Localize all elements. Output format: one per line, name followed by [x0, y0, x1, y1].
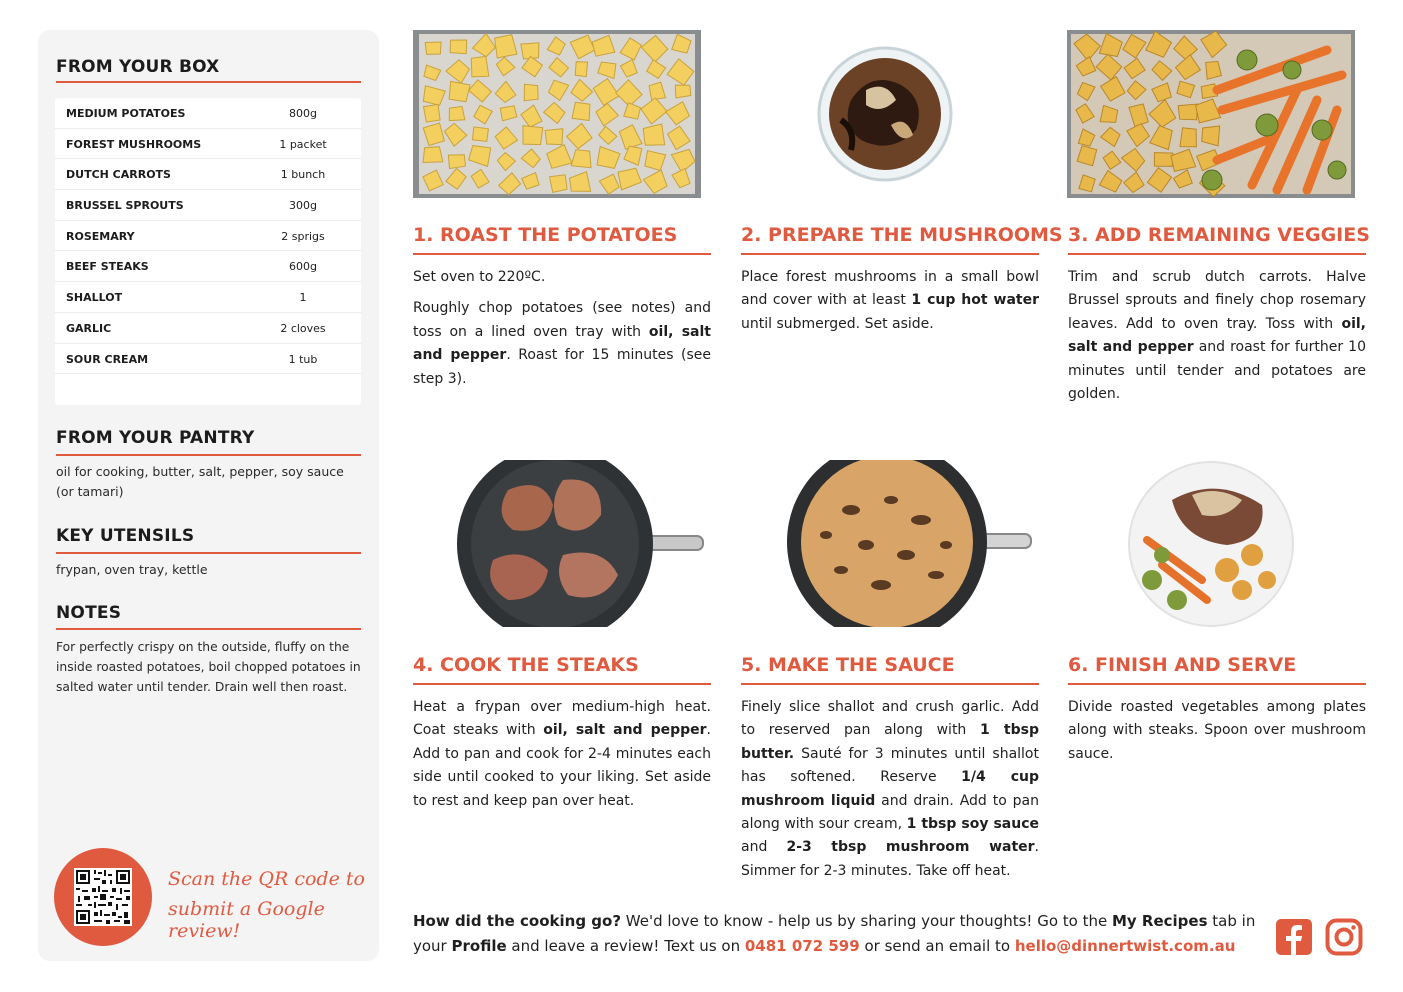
pantry-heading: FROM YOUR PANTRY — [56, 428, 255, 448]
notes-text: For perfectly crispy on the outside, fluffy on the inside roasted potatoes, boil chopped potatoes in salted water until tender. Drain well then roast. — [56, 640, 361, 694]
step-5-photo — [741, 460, 1039, 627]
step-4-body — [413, 696, 711, 821]
step-1-text: Set oven to 220ºC. — [413, 269, 546, 285]
table-row — [55, 313, 361, 344]
ingredient-name: BRUSSEL SPROUTS — [66, 199, 184, 213]
review-footer — [413, 909, 1263, 959]
footer-text: or send an email to — [859, 937, 1015, 955]
table-row — [55, 159, 361, 190]
step-5-text: and drain. Add to pan along with sour cream, — [741, 792, 1039, 833]
ingredient-qty: 2 sprigs — [281, 229, 325, 243]
step-2-text: until submerged. Set aside. — [741, 315, 934, 332]
ingredient-qty: 300g — [289, 199, 317, 213]
pantry-heading-rule — [56, 454, 361, 456]
footer-question: How did the cooking go? — [413, 912, 622, 930]
step-5-body — [741, 696, 1039, 891]
table-row — [55, 129, 361, 160]
ingredient-qty: 1 tub — [288, 352, 318, 366]
ingredient-name: SHALLOT — [66, 291, 123, 305]
step-1-text: Roughly chop potatoes (see notes) and toss on a lined oven tray with — [413, 300, 711, 340]
step-3-text: and roast for further 10 minutes until tender and potatoes are golden. — [1068, 339, 1366, 403]
step-2-text: Place forest mushrooms in a small bowl and cover with at least — [741, 269, 1039, 309]
step-6-photo — [1067, 460, 1365, 627]
step-1-bold: oil, salt and pepper — [413, 323, 711, 364]
step-5-bold: 1/4 cup mushroom liquid — [741, 769, 1039, 809]
step-4-bold: oil, salt and pepper — [543, 722, 707, 739]
notes-heading: NOTES — [56, 603, 122, 623]
table-row — [55, 251, 361, 282]
step-4-text: Heat a frypan over medium-high heat. Coat steaks with — [413, 699, 711, 739]
ingredient-name: MEDIUM POTATOES — [66, 107, 186, 120]
box-heading: FROM YOUR BOX — [56, 57, 220, 77]
step-2-bold: 1 cup hot water — [911, 292, 1039, 309]
step-5-bold: 2-3 tbsp mushroom water — [786, 839, 1035, 856]
step-5-text: . Simmer for 2-3 minutes. Take off heat. — [741, 839, 1039, 879]
ingredient-qty: 2 cloves — [280, 321, 326, 335]
step-1-rule — [413, 253, 711, 255]
step-2-title: 2. PREPARE THE MUSHROOMS — [741, 224, 1063, 246]
step-4-text: . Add to pan and cook for 2-4 minutes each side until cooked to your liking. Set aside to rest and keep pan over heat. — [413, 722, 711, 809]
box-heading-rule — [56, 81, 361, 83]
ingredient-name: BEEF STEAKS — [66, 260, 149, 274]
ingredient-qty: 800g — [289, 107, 317, 120]
ingredient-qty: 1 — [299, 291, 307, 305]
ingredient-name: ROSEMARY — [66, 229, 135, 243]
table-row — [55, 190, 361, 221]
qr-caption-line1: Scan the QR code to — [168, 868, 365, 890]
qr-badge — [54, 848, 152, 946]
step-6-text: Divide roasted vegetables among plates along with steaks. Spoon over mushroom sauce. — [1068, 699, 1366, 762]
ingredient-name: FOREST MUSHROOMS — [66, 137, 202, 151]
step-1-title: 1. ROAST THE POTATOES — [413, 224, 678, 246]
step-5-bold: 1 tbsp soy sauce — [906, 816, 1039, 833]
utensils-text: frypan, oven tray, kettle — [56, 562, 208, 577]
ingredient-qty: 1 packet — [279, 137, 327, 151]
notes-heading-rule — [56, 628, 361, 630]
table-row — [55, 344, 361, 375]
ingredient-name: DUTCH CARROTS — [66, 168, 171, 182]
box-ingredients-table — [55, 98, 361, 405]
step-1-text: . Roast for 15 minutes (see step 3). — [413, 347, 711, 387]
ingredient-name: SOUR CREAM — [66, 352, 149, 366]
step-5-title: 5. MAKE THE SAUCE — [741, 654, 955, 676]
phone-link[interactable]: 0481 072 599 — [744, 937, 860, 955]
utensils-heading: KEY UTENSILS — [56, 526, 195, 546]
ingredient-qty: 1 bunch — [280, 168, 326, 182]
pantry-text: oil for cooking, butter, salt, pepper, soy sauce (or tamari) — [56, 464, 344, 499]
ingredients-sidebar — [38, 30, 379, 961]
step-5-text: Finely slice shallot and crush garlic. Add to reserved pan along with — [741, 699, 1039, 739]
ingredient-name: GARLIC — [66, 321, 112, 335]
step-6-rule — [1068, 683, 1366, 685]
my-recipes-label: My Recipes — [1111, 912, 1208, 930]
step-4-photo — [413, 460, 711, 627]
step-1-body — [413, 266, 711, 399]
step-5-rule — [741, 683, 1039, 685]
step-2-rule — [741, 253, 1039, 255]
step-3-body — [1068, 266, 1366, 414]
step-4-rule — [413, 683, 711, 685]
utensils-heading-rule — [56, 552, 361, 554]
table-row — [55, 282, 361, 313]
step-4-title: 4. COOK THE STEAKS — [413, 654, 639, 676]
ingredient-qty: 600g — [289, 260, 317, 274]
footer-text: and leave a review! Text us on — [506, 937, 745, 955]
qr-caption-line2: submit a Google review! — [168, 898, 325, 942]
table-row — [55, 98, 361, 129]
step-3-title: 3. ADD REMAINING VEGGIES — [1068, 224, 1370, 246]
step-3-rule — [1068, 253, 1366, 255]
footer-text: We'd love to know - help us by sharing your thoughts! Go to the — [621, 912, 1112, 930]
email-link[interactable]: hello@dinnertwist.com.au — [1014, 937, 1236, 955]
step-5-text: and — [741, 839, 787, 856]
step-2-photo — [741, 30, 1039, 198]
step-5-text: Sauté for 3 minutes until shallot has softened. Reserve — [741, 745, 1039, 786]
qr-code-icon[interactable] — [74, 868, 132, 926]
step-3-bold: oil, salt and pepper — [1068, 315, 1366, 356]
step-6-body — [1068, 696, 1366, 774]
step-3-text: Trim and scrub dutch carrots. Halve Brussel sprouts and finely chop rosemary leaves. Add to oven tray. Toss with — [1068, 269, 1366, 332]
step-6-title: 6. FINISH AND SERVE — [1068, 654, 1297, 676]
footer-text: tab in your — [413, 912, 1256, 955]
step-2-body — [741, 266, 1039, 344]
profile-label: Profile — [451, 937, 507, 955]
table-row — [55, 221, 361, 252]
step-5-bold: 1 tbsp butter. — [741, 722, 1039, 762]
facebook-icon[interactable] — [1275, 918, 1313, 956]
step-3-photo — [1067, 30, 1355, 198]
step-1-photo — [413, 30, 701, 198]
instagram-icon[interactable] — [1325, 918, 1363, 956]
